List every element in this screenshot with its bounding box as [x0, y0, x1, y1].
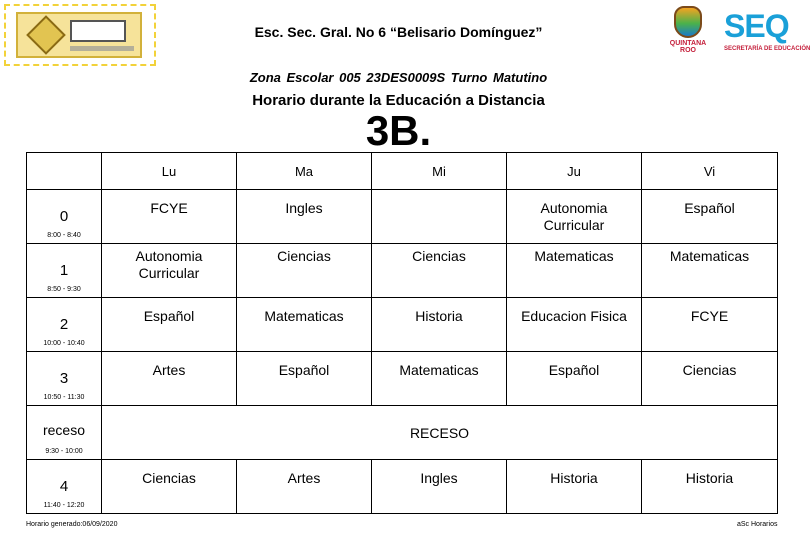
day-header: Mi: [372, 153, 507, 190]
subject-cell: [102, 460, 237, 514]
seq-logo-subtitle: SECRETARÍA DE EDUCACIÓN: [724, 46, 810, 52]
quintana-roo-text: QUINTANA ROO: [669, 40, 707, 54]
day-header: Ju: [507, 153, 642, 190]
subject: Ciencias: [142, 470, 196, 486]
generated-date: Horario generado:06/09/2020: [26, 521, 118, 528]
receso-cell: RECESO: [102, 406, 778, 460]
period-number: 2: [59, 316, 69, 333]
schedule-title: Horario durante la Educación a Distancia: [252, 92, 545, 109]
subject: Matematicas: [669, 248, 750, 264]
subject: Historia: [685, 470, 734, 486]
subject-cell: [642, 460, 778, 514]
day-header: Lu: [102, 153, 237, 190]
subject: FCYE: [690, 308, 729, 324]
period-cell: [27, 190, 102, 244]
software-credit: aSc Horarios: [737, 521, 778, 528]
subject-cell: [507, 298, 642, 352]
subject-cell: [237, 190, 372, 244]
subject-cell: [642, 190, 778, 244]
subject: FCYE: [150, 200, 188, 216]
corner-cell: [27, 153, 102, 190]
subject: Educacion Fisica: [521, 308, 627, 324]
subject-cell: [102, 298, 237, 352]
subject-cell: [237, 298, 372, 352]
period-time: 10:50 - 11:30: [43, 394, 85, 401]
subject: Historia: [415, 308, 463, 324]
subject-cell: [507, 244, 642, 298]
subject: Español: [278, 362, 330, 378]
subject: Historia: [550, 470, 598, 486]
subject: Español: [684, 200, 735, 216]
table-row: [27, 406, 778, 460]
period-number: 3: [59, 370, 69, 387]
subject-cell: [372, 190, 507, 244]
subject: Ingles: [420, 470, 458, 486]
period-time: 9:30 - 10:00: [45, 448, 83, 455]
subject: Ciencias: [682, 362, 737, 378]
subject-cell: [102, 190, 237, 244]
subject-cell: [237, 460, 372, 514]
day-header: Vi: [642, 153, 778, 190]
subject: Español: [143, 308, 195, 324]
subject-cell: [642, 352, 778, 406]
header-row: [27, 153, 778, 190]
period-number: receso: [42, 422, 86, 438]
period-time: 8:00 - 8:40: [47, 232, 81, 239]
period-number: 4: [59, 478, 69, 495]
table-row: [27, 298, 778, 352]
seq-logo-title: SEQ: [724, 8, 789, 44]
subject-cell: [237, 352, 372, 406]
subject-cell: [372, 298, 507, 352]
period-time: 8:50 - 9:30: [47, 286, 81, 293]
subject-cell: [372, 244, 507, 298]
subject: Matematicas: [264, 308, 344, 324]
school-name: Esc. Sec. Gral. No 6 “Belisario Domínguez”: [254, 24, 543, 40]
period-cell: [27, 460, 102, 514]
subject-cell: [642, 244, 778, 298]
subject: Ingles: [285, 200, 323, 216]
subject-cell: [507, 352, 642, 406]
subject: Autonomia Curricular: [135, 248, 203, 281]
subject-cell: [237, 244, 372, 298]
subject-cell: [372, 460, 507, 514]
crest-line: [70, 46, 134, 51]
subject-cell: [372, 352, 507, 406]
subject-cell: [642, 298, 778, 352]
period-number: 1: [59, 262, 69, 279]
subject: Ciencias: [277, 248, 331, 264]
zone-line: Zona Escolar 005 23DES0009S Turno Matutino: [249, 70, 548, 85]
period-number: 0: [59, 208, 69, 225]
subject: Artes: [152, 362, 186, 378]
subject: Autonomia Curricular: [540, 200, 608, 233]
subject-cell: [102, 352, 237, 406]
period-time: 10:00 - 10:40: [43, 340, 85, 347]
period-cell: [27, 298, 102, 352]
subject-cell: [507, 460, 642, 514]
subject-cell: [507, 190, 642, 244]
group-label: 3B.: [365, 107, 432, 154]
period-cell: [27, 352, 102, 406]
table-row: [27, 460, 778, 514]
period-time: 11:40 - 12:20: [43, 502, 85, 509]
day-header: Ma: [237, 153, 372, 190]
period-cell: [27, 244, 102, 298]
subject-cell: [102, 244, 237, 298]
table-row: [27, 352, 778, 406]
period-cell: [27, 406, 102, 460]
subject: Español: [548, 362, 600, 378]
subject: Artes: [287, 470, 321, 486]
table-row: [27, 190, 778, 244]
subject: Ciencias: [412, 248, 466, 264]
subject: [372, 190, 506, 200]
schedule-table: [26, 152, 778, 514]
subject: Matematicas: [534, 248, 614, 264]
subject: Matematicas: [399, 362, 479, 378]
table-row: [27, 244, 778, 298]
